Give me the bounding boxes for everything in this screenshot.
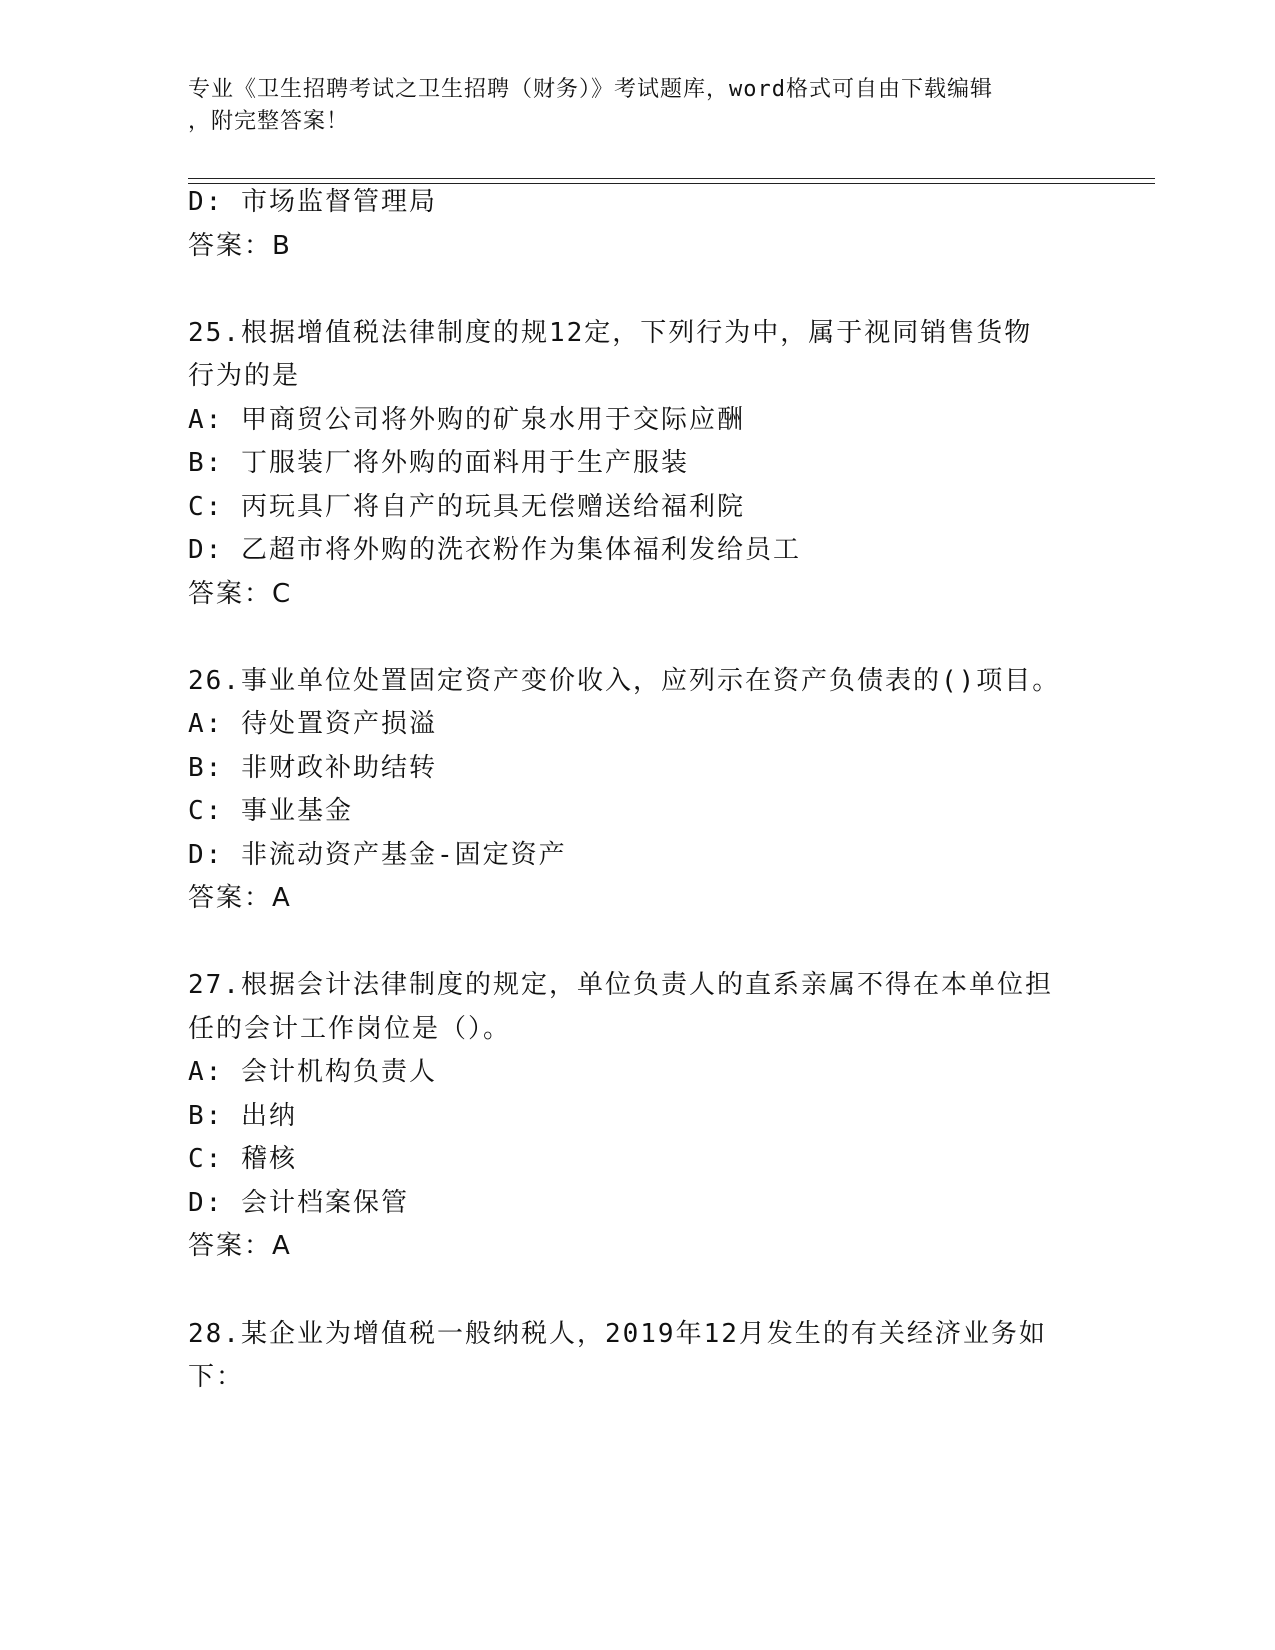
question-27-option-c: C: 稽核 <box>188 1144 297 1174</box>
question-25-answer: 答案：C <box>188 579 293 609</box>
header-line-1: 专业《卫生招聘考试之卫生招聘（财务）》考试题库，word格式可自由下载编辑 <box>188 77 993 102</box>
header-line-2: ，附完整答案！ <box>188 109 350 134</box>
page-header <box>188 74 1088 138</box>
answer-line: 答案：B <box>188 231 292 261</box>
question-25-option-a: A: 甲商贸公司将外购的矿泉水用于交际应酬 <box>188 405 745 435</box>
question-25-stem-line-2: 行为的是 <box>188 361 301 391</box>
question-26-answer: 答案：A <box>188 883 292 913</box>
header-divider-bottom <box>188 183 1155 184</box>
question-25-option-b: B: 丁服装厂将外购的面料用于生产服装 <box>188 448 689 478</box>
question-27-option-a: A: 会计机构负责人 <box>188 1057 437 1087</box>
question-28-stem-line-2: 下： <box>188 1362 245 1392</box>
question-27-option-b: B: 出纳 <box>188 1101 297 1131</box>
question-25-stem-line-1: 25.根据增值税法律制度的规12定，下列行为中，属于视同销售货物 <box>188 318 1033 348</box>
option-d: D: 市场监督管理局 <box>188 187 437 217</box>
question-26-stem-line-1: 26.事业单位处置固定资产变价收入，应列示在资产负债表的()项目。 <box>188 666 1061 696</box>
question-26-option-b: B: 非财政补助结转 <box>188 753 437 783</box>
question-26-option-a: A: 待处置资产损溢 <box>188 709 437 739</box>
question-27-option-d: D: 会计档案保管 <box>188 1188 409 1218</box>
question-27-stem-line-1: 27.根据会计法律制度的规定，单位负责人的直系亲属不得在本单位担 <box>188 970 1053 1000</box>
question-27-stem-line-2: 任的会计工作岗位是（）。 <box>188 1014 512 1044</box>
question-28-stem-line-1: 28.某企业为增值税一般纳税人，2019年12月发生的有关经济业务如 <box>188 1319 1047 1349</box>
question-26-option-c: C: 事业基金 <box>188 796 353 826</box>
question-25-option-d: D: 乙超市将外购的洗衣粉作为集体福利发给员工 <box>188 535 801 565</box>
question-27-answer: 答案：A <box>188 1231 292 1261</box>
header-divider-top <box>188 178 1155 179</box>
question-26-option-d: D: 非流动资产基金-固定资产 <box>188 840 567 870</box>
question-25-option-c: C: 丙玩具厂将自产的玩具无偿赠送给福利院 <box>188 492 745 522</box>
